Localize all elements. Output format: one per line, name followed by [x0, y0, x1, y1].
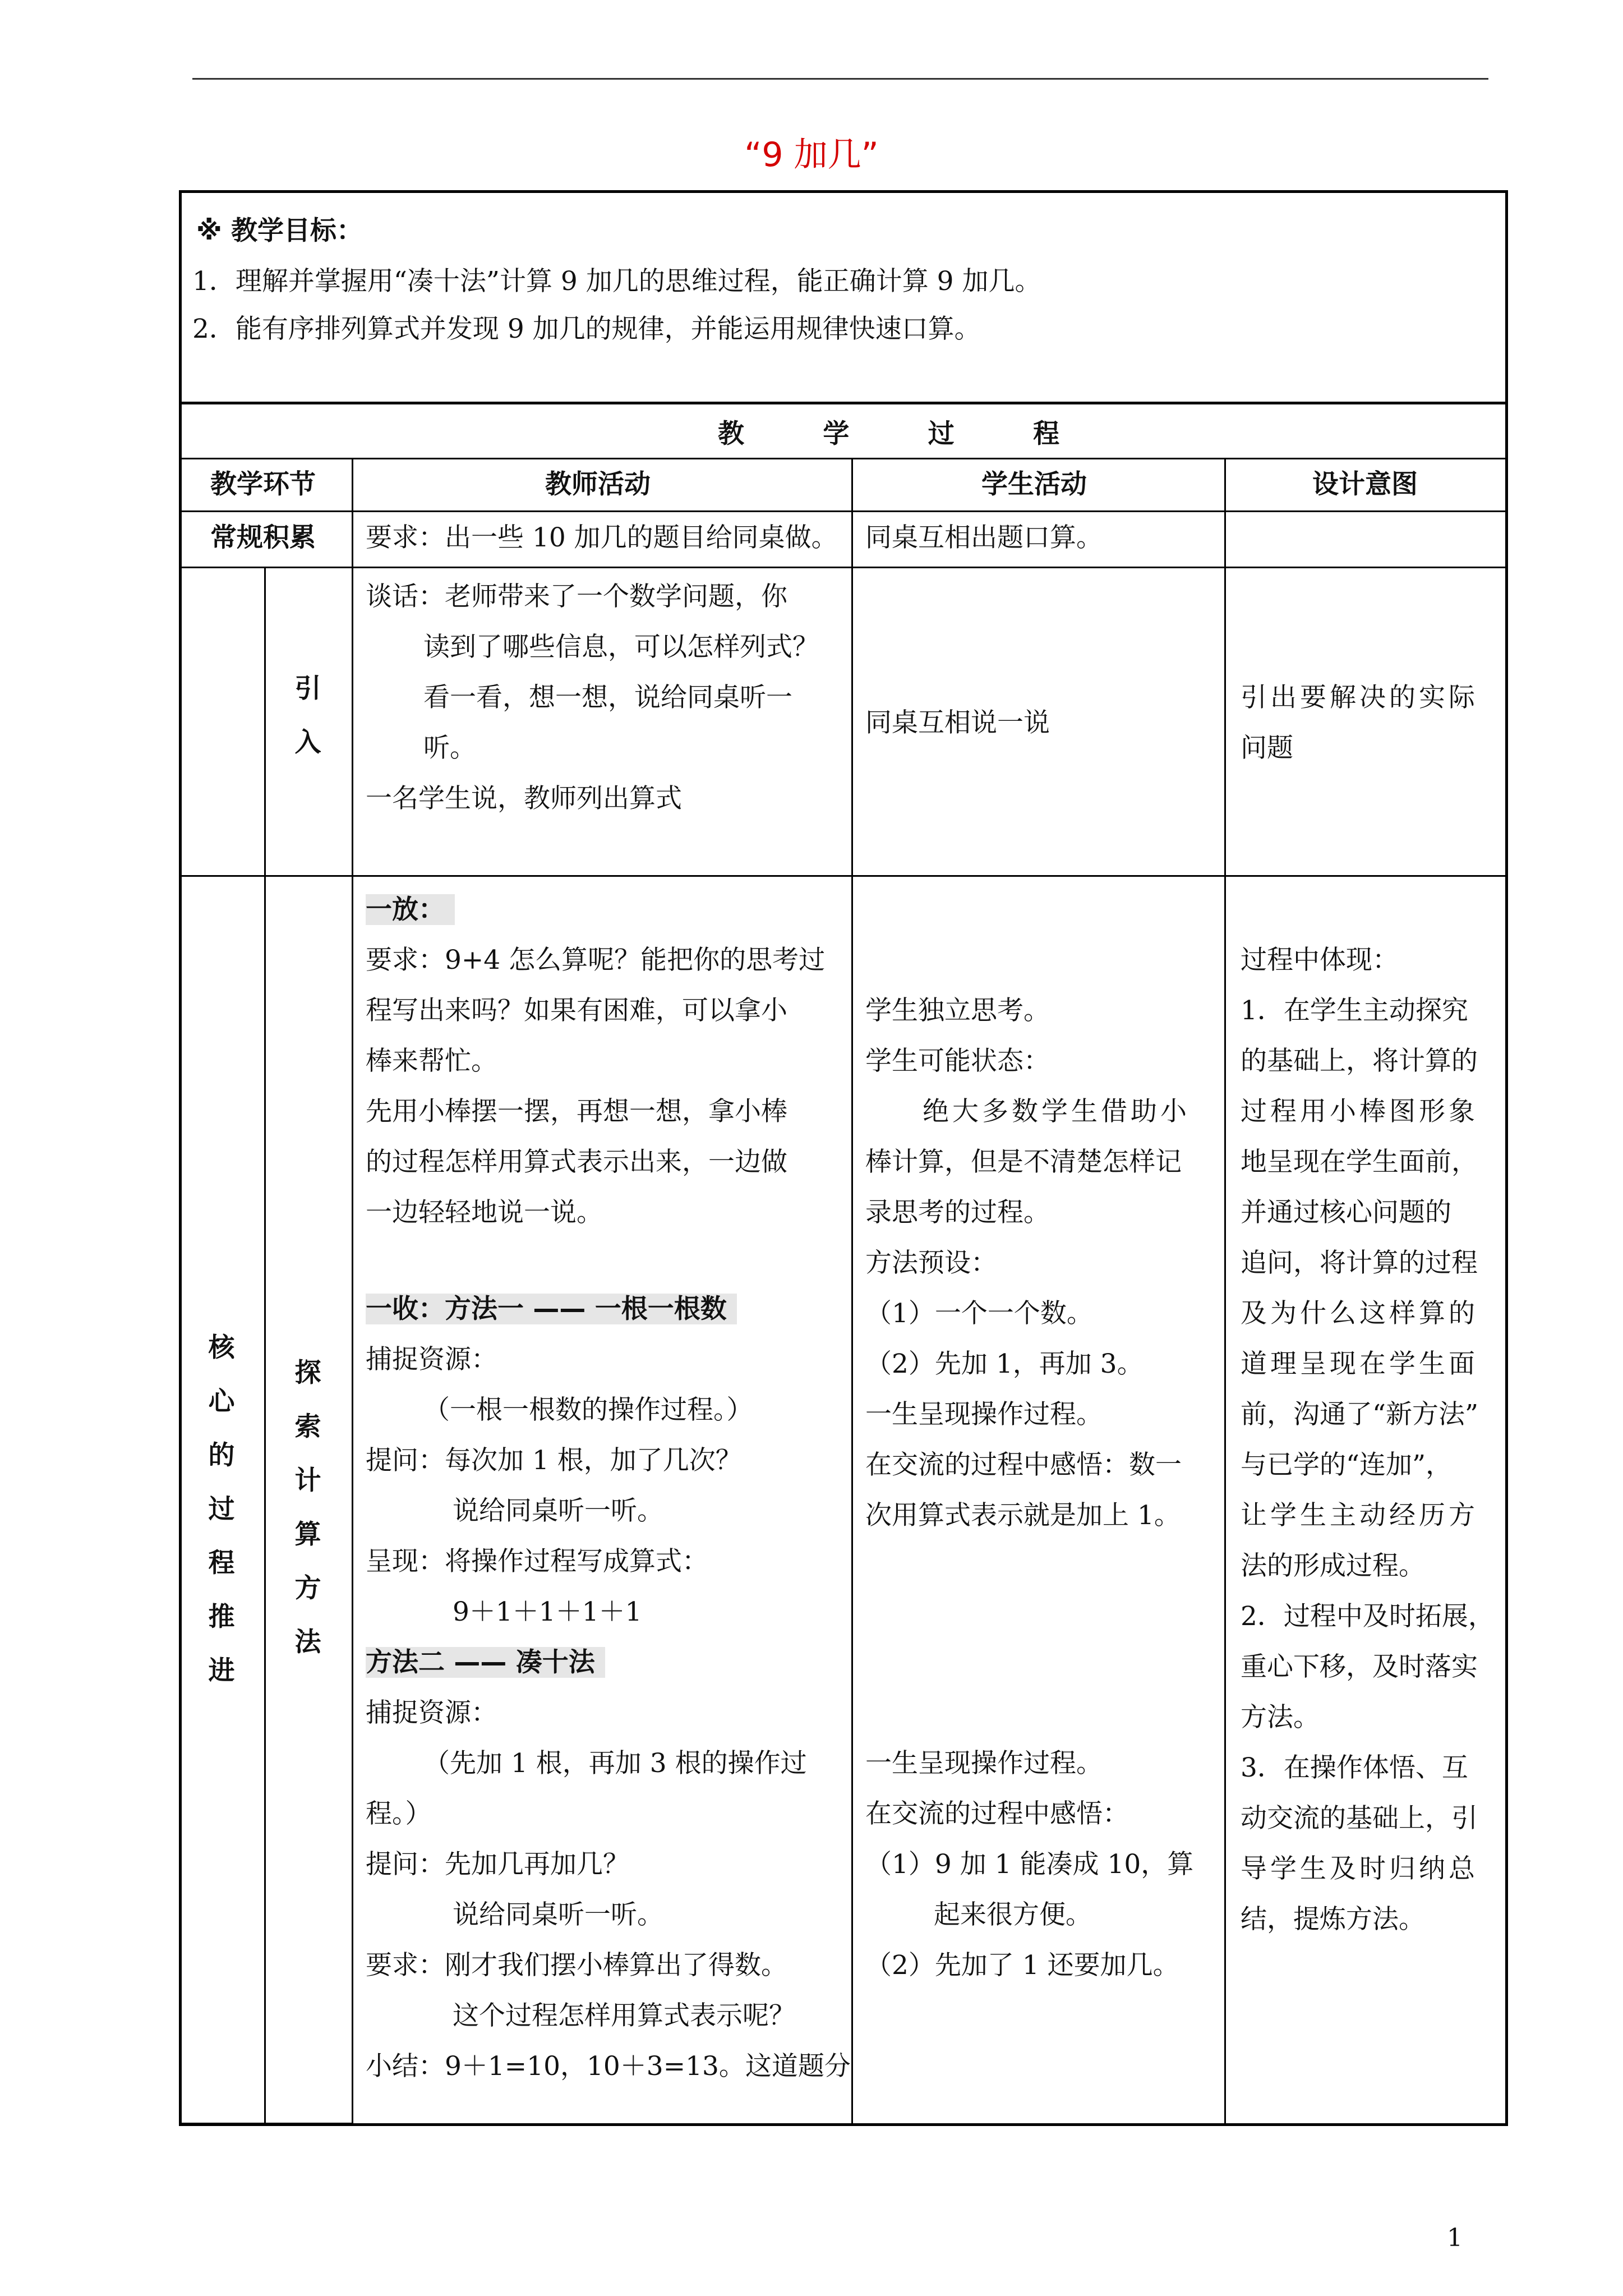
- core-student-line: 起来很方便。: [934, 1899, 1092, 1930]
- core-teacher-line: 的过程怎样用算式表示出来，一边做: [366, 1147, 787, 1177]
- core-teacher-line: 程。）: [366, 1798, 432, 1829]
- step-release-label: 一放：: [366, 894, 455, 925]
- divider: [179, 875, 1508, 877]
- core-teacher-line: 棒来帮忙。: [366, 1046, 497, 1076]
- core-student-line: （1）9 加 1 能凑成 10，算: [865, 1849, 1194, 1880]
- core-teacher-line: 小结：9＋1=10，10＋3=13。这道题分: [366, 2051, 851, 2082]
- core-teacher-line: 说给同桌听一听。: [453, 1496, 663, 1526]
- intro-teacher-line: 谈话：老师带来了一个数学问题，你: [366, 581, 787, 612]
- core-teacher-line: 要求：9+4 怎么算呢？能把你的思考过: [366, 945, 826, 976]
- objectives-heading: ※ 教学目标：: [196, 215, 363, 246]
- method-one-label: 一收：方法一 —— 一根一根数: [366, 1294, 737, 1324]
- process-heading: 教 学 过 程: [718, 418, 1095, 449]
- core-intent-line: 过程用小棒图形象: [1241, 1096, 1478, 1127]
- core-student-line: 一生呈现操作过程。: [865, 1399, 1103, 1430]
- routine-teacher: 要求：出一些 10 加几的题目给同桌做。: [366, 522, 838, 553]
- core-teacher-line: 提问：先加几再加几？: [366, 1849, 629, 1880]
- stage-intro-char: 入: [294, 727, 321, 758]
- core-student-line: 在交流的过程中感悟：: [865, 1798, 1129, 1829]
- core-teacher-line: 要求：刚才我们摆小棒算出了得数。: [366, 1950, 787, 1981]
- divider: [179, 2123, 353, 2125]
- core-teacher-line: 说给同桌听一听。: [453, 1899, 663, 1930]
- objective-item: 2．能有序排列算式并发现 9 加几的规律，并能运用规律快速口算。: [192, 314, 981, 344]
- core-teacher-line: （一根一根数的操作过程。）: [423, 1395, 753, 1425]
- core-intent-line: 前，沟通了“新方法”: [1241, 1399, 1479, 1430]
- column-divider: [851, 458, 853, 2124]
- stage-explore-char: 索: [294, 1411, 321, 1442]
- core-student-line: 学生可能状态：: [865, 1046, 1050, 1076]
- core-teacher-line: 9＋1＋1＋1＋1: [453, 1596, 642, 1627]
- core-intent-line: 过程中体现：: [1241, 945, 1399, 976]
- section-core-char: 推: [208, 1602, 235, 1632]
- core-teacher-line: [366, 885, 455, 935]
- divider: [179, 510, 1508, 512]
- column-header-stage: 教学环节: [210, 469, 316, 500]
- column-divider: [264, 567, 266, 2123]
- objective-item: 1．理解并掌握用“凑十法”计算 9 加几的思维过程，能正确计算 9 加几。: [192, 266, 1041, 297]
- core-teacher-line: 一边轻轻地说一说。: [366, 1197, 603, 1228]
- core-teacher-line: 捕捉资源：: [366, 1344, 497, 1375]
- divider: [179, 567, 1508, 568]
- core-student-line: 录思考的过程。: [865, 1197, 1050, 1228]
- stage-explore-char: 计: [294, 1465, 321, 1496]
- section-core-char: 过: [208, 1494, 235, 1525]
- core-intent-line: 1．在学生主动探究: [1241, 995, 1468, 1026]
- core-student-line: （1）一个一个数。: [865, 1298, 1093, 1329]
- core-teacher-line: [366, 1638, 605, 1687]
- core-teacher-line: （先加 1 根，再加 3 根的操作过: [423, 1748, 807, 1779]
- core-teacher-line: 这个过程怎样用算式表示呢？: [453, 2000, 795, 2031]
- core-intent-line: 的基础上，将计算的: [1241, 1046, 1478, 1076]
- core-intent-line: 道理呈现在学生面: [1241, 1349, 1478, 1379]
- intro-teacher-line: 听。: [423, 733, 476, 763]
- column-header-intent: 设计意图: [1312, 469, 1418, 500]
- intro-intent-line: 引出要解决的实际: [1241, 682, 1478, 713]
- core-intent-line: 结，提炼方法。: [1241, 1904, 1425, 1935]
- core-intent-line: 并通过核心问题的: [1241, 1197, 1451, 1228]
- core-intent-line: 地呈现在学生面前，: [1241, 1147, 1478, 1177]
- section-core-char: 的: [208, 1440, 235, 1471]
- core-teacher-line: 捕捉资源：: [366, 1697, 497, 1728]
- stage-explore-char: 法: [294, 1627, 321, 1658]
- core-teacher-line: [366, 1285, 737, 1334]
- core-teacher-line: 提问：每次加 1 根，加了几次？: [366, 1445, 742, 1476]
- core-intent-line: 法的形成过程。: [1241, 1550, 1425, 1581]
- stage-intro-char: 引: [294, 673, 321, 704]
- core-student-line: 棒计算，但是不清楚怎样记: [865, 1147, 1182, 1177]
- core-intent-line: 追问，将计算的过程: [1241, 1248, 1478, 1278]
- section-core-char: 进: [208, 1655, 235, 1686]
- section-core-char: 核: [208, 1332, 235, 1363]
- core-teacher-line: 程写出来吗？如果有困难，可以拿小: [366, 995, 787, 1026]
- routine-student: 同桌互相出题口算。: [865, 522, 1103, 553]
- stage-explore-char: 算: [294, 1519, 321, 1550]
- method-two-label: 方法二 —— 凑十法: [366, 1647, 605, 1678]
- column-divider: [1224, 458, 1226, 2124]
- core-student-line: （2）先加 1，再加 3。: [865, 1349, 1144, 1379]
- core-student-line: 次用算式表示就是加上 1。: [865, 1500, 1181, 1531]
- core-intent-line: 动交流的基础上，引: [1241, 1803, 1478, 1834]
- intro-teacher-line: 读到了哪些信息，可以怎样列式？: [423, 632, 819, 662]
- section-core-char: 程: [208, 1548, 235, 1579]
- core-intent-line: 重心下移，及时落实: [1241, 1651, 1478, 1682]
- intro-student: 同桌互相说一说: [865, 707, 1050, 738]
- core-student-line: 方法预设：: [865, 1248, 997, 1278]
- core-intent-line: 方法。: [1241, 1702, 1320, 1733]
- document-title: “9 加几”: [744, 135, 879, 174]
- core-intent-line: 导学生及时归纳总: [1241, 1853, 1478, 1884]
- column-divider: [352, 458, 353, 2124]
- core-student-line: 学生独立思考。: [865, 995, 1050, 1026]
- core-intent-line: 2．过程中及时拓展，: [1241, 1601, 1495, 1632]
- intro-teacher-line: 一名学生说，教师列出算式: [366, 783, 682, 814]
- core-student-line: 一生呈现操作过程。: [865, 1748, 1103, 1779]
- section-routine: 常规积累: [210, 522, 316, 553]
- divider: [179, 402, 1508, 404]
- stage-explore-char: 方: [294, 1573, 321, 1604]
- header-rule: [192, 78, 1488, 80]
- column-header-student: 学生活动: [981, 469, 1087, 500]
- core-intent-line: 让学生主动经历方: [1241, 1500, 1478, 1531]
- core-student-line: 绝大多数学生借助小: [923, 1096, 1190, 1127]
- core-teacher-line: 先用小棒摆一摆，再想一想，拿小棒: [366, 1096, 787, 1127]
- intro-teacher-line: 看一看，想一想，说给同桌听一: [423, 682, 792, 713]
- section-core-char: 心: [208, 1386, 235, 1417]
- column-header-teacher: 教师活动: [545, 469, 651, 500]
- intro-intent-line: 问题: [1241, 733, 1293, 763]
- stage-explore-char: 探: [294, 1358, 321, 1388]
- core-teacher-line: 呈现：将操作过程写成算式：: [366, 1546, 708, 1577]
- core-intent-line: 及为什么这样算的: [1241, 1298, 1478, 1329]
- core-intent-line: 3．在操作体悟、互: [1241, 1752, 1468, 1783]
- core-student-line: （2）先加了 1 还要加几。: [865, 1950, 1179, 1981]
- core-student-line: 在交流的过程中感悟：数一: [865, 1450, 1182, 1480]
- core-intent-line: 与已学的“连加”，: [1241, 1450, 1453, 1480]
- page-number: 1: [1447, 2224, 1463, 2252]
